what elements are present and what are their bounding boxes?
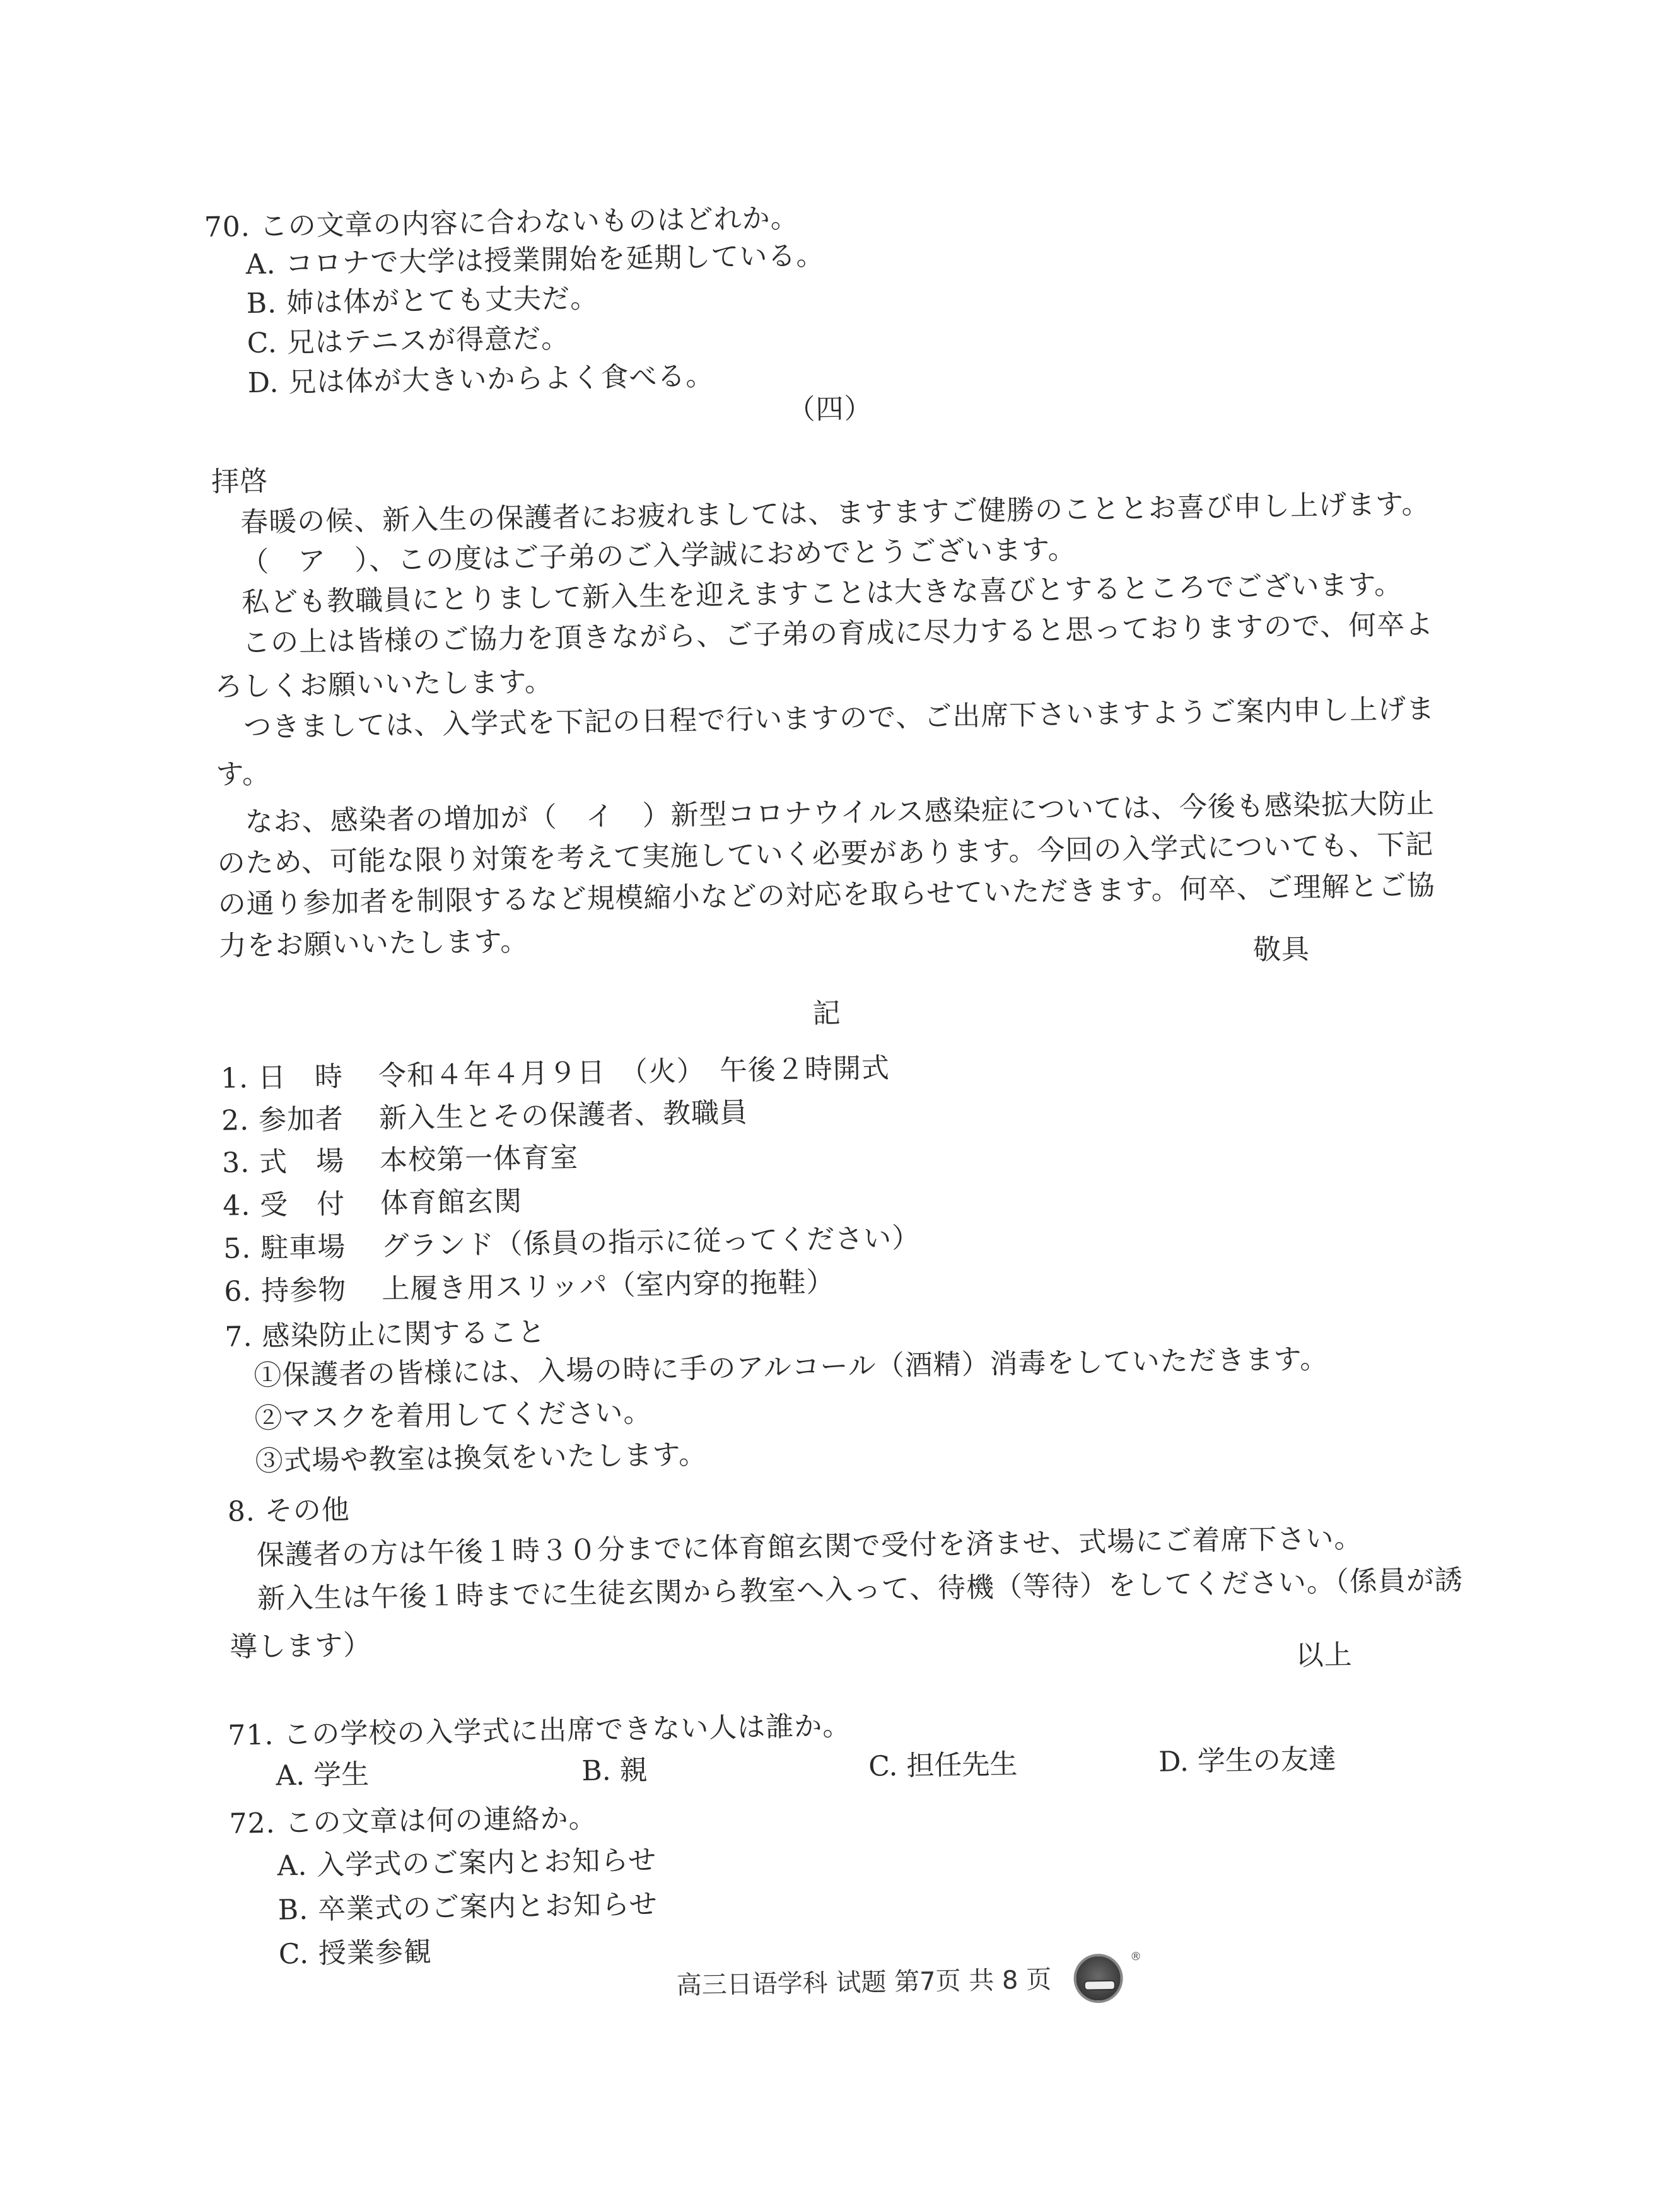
letter-line: なお、感染者の増加が（ イ ）新型コロナウイルス感染症については、今後も感染拡大防止 bbox=[245, 787, 1435, 839]
record-value: グランド（係員の指示に従ってください） bbox=[380, 1222, 921, 1263]
other-line: 導します） bbox=[229, 1629, 372, 1664]
q71-option-c: C. 担任先生 bbox=[868, 1748, 1018, 1783]
infection-point: ②マスクを着用してください。 bbox=[254, 1396, 652, 1435]
q70-option-c: C. 兄はテニスが得意だ。 bbox=[247, 322, 570, 360]
q70-option-b: B. 姉は体がとても丈夫だ。 bbox=[246, 282, 599, 320]
record-item-reception bbox=[223, 1184, 523, 1223]
record-label: 3. 式 場 bbox=[221, 1145, 345, 1179]
letter-line: ろしくお願いいたします。 bbox=[214, 665, 554, 703]
q71-question: 71. この学校の入学式に出席できない人は誰か。 bbox=[228, 1710, 851, 1752]
page-footer: 高三日语学科 试题 第7页 共 8 页 bbox=[676, 1965, 1052, 2000]
record-value: 上履き用スリッパ（室内穿的拖鞋） bbox=[381, 1266, 835, 1305]
record-value: 新入生とその保護者、教職員 bbox=[378, 1096, 749, 1134]
other-line: 新入生は午後１時までに生徒玄関から教室へ入って、待機（等待）をしてください。（係員が誘 bbox=[257, 1564, 1464, 1616]
q71-option-b: B. 親 bbox=[581, 1754, 648, 1788]
record-label: 4. 受 付 bbox=[222, 1187, 346, 1222]
registered-mark: ® bbox=[1129, 1950, 1142, 1964]
q72-option-a: A. 入学式のご案内とお知らせ bbox=[277, 1844, 657, 1882]
record-label: 6. 持参物 bbox=[223, 1273, 347, 1308]
other-line: 保護者の方は午後１時３０分までに体育館玄関で受付を済ませ、式場にご着席下さい。 bbox=[256, 1522, 1363, 1572]
q72-option-b: B. 卒業式のご案内とお知らせ bbox=[277, 1888, 658, 1927]
record-closing: 以上 bbox=[1295, 1638, 1353, 1672]
q71-option-d: D. 学生の友達 bbox=[1158, 1743, 1337, 1778]
record-item-belongings bbox=[224, 1265, 835, 1310]
letter-line: す。 bbox=[216, 757, 271, 791]
letter-line: （ ア ）、この度はご子弟のご入学誠におめでとうございます。 bbox=[240, 533, 1076, 579]
record-item7-label: 7. 感染防止に関すること bbox=[225, 1315, 546, 1353]
q70-question: 70. この文章の内容に合わないものはどれか。 bbox=[204, 202, 800, 244]
infection-point: ③式場や教室は換気をいたします。 bbox=[255, 1438, 708, 1478]
record-item8-label: 8. その他 bbox=[227, 1493, 351, 1528]
letter-line: つきましては、入学式を下記の日程で行いますので、ご出席下さいますようご案内申し上げま bbox=[243, 692, 1435, 744]
section-heading: （四） bbox=[787, 392, 873, 426]
record-item-participants bbox=[221, 1095, 749, 1139]
letter-opening: 拝啓 bbox=[211, 465, 269, 499]
record-label: 5. 駐車場 bbox=[223, 1230, 346, 1265]
q72-question: 72. この文章は何の連絡か。 bbox=[229, 1802, 597, 1840]
record-item-parking bbox=[223, 1221, 921, 1267]
letter-line: の通り参加者を制限するなど規模縮小などの対応を取らせていただきます。何卒、ご理解とご協 bbox=[218, 869, 1436, 921]
record-label: 1. 日 時 bbox=[220, 1060, 344, 1095]
letter-closing: 敬具 bbox=[1252, 933, 1310, 967]
infection-point: ①保護者の皆様には、入場の時に手のアルコール（酒精）消毒をしていただきます。 bbox=[254, 1343, 1329, 1392]
letter-line: 春暖の候、新入生の保護者にお疲れましては、ますますご健勝のこととお喜び申し上げます。 bbox=[240, 487, 1430, 539]
record-item-datetime bbox=[221, 1051, 890, 1097]
record-value: 体育館玄関 bbox=[380, 1185, 523, 1220]
record-label: 2. 参加者 bbox=[221, 1102, 344, 1137]
record-value: 本校第一体育室 bbox=[379, 1141, 579, 1177]
letter-line: この上は皆様のご協力を頂きながら、ご子弟の育成に尽力すると思っておりますので、何卒よ bbox=[242, 608, 1434, 660]
record-value: 令和４年４月９日 （火） 午後２時開式 bbox=[378, 1052, 890, 1092]
q72-option-c: C. 授業参観 bbox=[278, 1935, 433, 1971]
q70-option-d: D. 兄は体が大きいからよく食べる。 bbox=[247, 359, 715, 400]
publisher-seal-icon bbox=[1073, 1954, 1123, 2003]
letter-line: のため、可能な限り対策を考えて実施していく必要があります。今回の入学式についても、下記 bbox=[217, 828, 1434, 880]
letter-line: 私ども教職員にとりまして新入生を迎えますことは大きな喜びとするところでございます。 bbox=[241, 568, 1403, 619]
q71-option-a: A. 学生 bbox=[276, 1758, 370, 1792]
record-heading: 記 bbox=[812, 997, 841, 1030]
letter-line: 力をお願いいたします。 bbox=[218, 925, 529, 962]
q70-option-a: A. コロナで大学は授業開始を延期している。 bbox=[245, 239, 825, 281]
record-item-venue bbox=[222, 1140, 579, 1181]
